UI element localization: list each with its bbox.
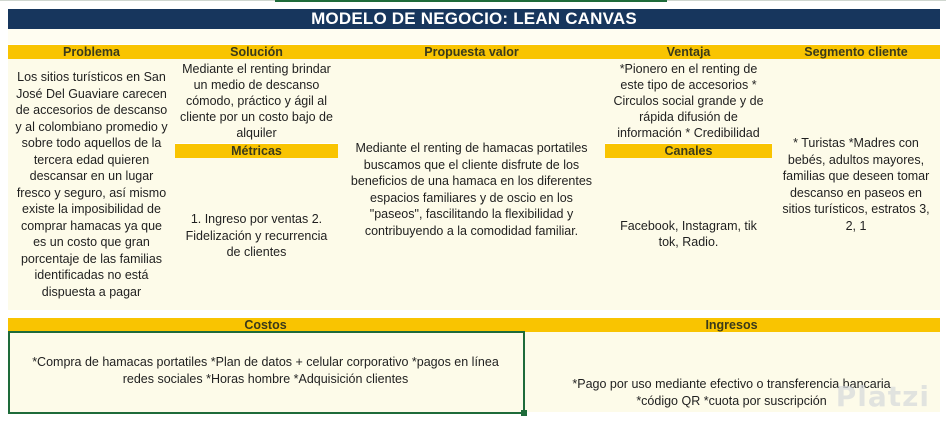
- header-propuesta-valor[interactable]: Propuesta valor: [338, 45, 605, 59]
- cell-metricas[interactable]: 1. Ingreso por ventas 2. Fidelización y recurrencia de clientes: [175, 158, 338, 310]
- active-cell-selection[interactable]: [8, 331, 525, 414]
- cell-ingresos[interactable]: *Pago por uso mediante efectivo o transferencia bancaria *código QR *cuota por suscripción: [523, 332, 940, 412]
- spacer-row[interactable]: [8, 29, 940, 44]
- header-ventaja[interactable]: Ventaja: [605, 45, 772, 59]
- header-solucion[interactable]: Solución: [175, 45, 338, 59]
- platzi-watermark: Platzi: [835, 380, 930, 413]
- cell-ventaja[interactable]: *Pionero en el renting de este tipo de accesorios * Circulos social grande y de rápida difusión de información * Credibilidad: [605, 59, 772, 143]
- cell-costos[interactable]: *Compra de hamacas portatiles *Plan de datos + celular corporativo *pagos en línea redes sociales *Horas hombre *Adquisición clientes: [8, 332, 523, 412]
- cell-solucion[interactable]: Mediante el renting brindar un medio de descanso cómodo, práctico y ágil al cliente por un costo bajo de alquiler: [175, 59, 338, 143]
- header-metricas[interactable]: Métricas: [175, 144, 338, 158]
- fill-handle[interactable]: [521, 410, 527, 416]
- cell-problema[interactable]: Los sitios turísticos en San José Del Guaviare carecen de accesorios de descanso y al colombiano promedio y sobre todo aquellos de la tercera edad quieren descansar en un lugar fresco y seguro, así mismo existe la imposibilidad de comprar hamacas ya que es un costo que gran porcentaje de las familias identificadas no está dispuesta a pagar: [8, 59, 175, 310]
- header-canales[interactable]: Canales: [605, 144, 772, 158]
- header-costos[interactable]: Costos: [8, 318, 523, 332]
- header-segmento-cliente[interactable]: Segmento cliente: [772, 45, 940, 59]
- canvas-title: MODELO DE NEGOCIO: LEAN CANVAS: [8, 9, 940, 29]
- cell-canales[interactable]: Facebook, Instagram, tik tok, Radio.: [605, 158, 772, 310]
- header-ingresos[interactable]: Ingresos: [523, 318, 940, 332]
- cell-segmento-cliente[interactable]: * Turistas *Madres con bebés, adultos mayores, familias que deseen tomar descanso en paseos en sitios turísticos, estratos 3, 2, 1: [772, 59, 940, 310]
- selected-range-edge: [275, 0, 667, 2]
- cell-propuesta-valor[interactable]: Mediante el renting de hamacas portatiles buscamos que el cliente disfrute de los beneficios de una hamaca en los diferentes espacios familiares y de oscio en los "paseos", fascilitando la flexibilidad y contribuyendo a la comodidad familiar.: [338, 59, 605, 310]
- header-problema[interactable]: Problema: [8, 45, 175, 59]
